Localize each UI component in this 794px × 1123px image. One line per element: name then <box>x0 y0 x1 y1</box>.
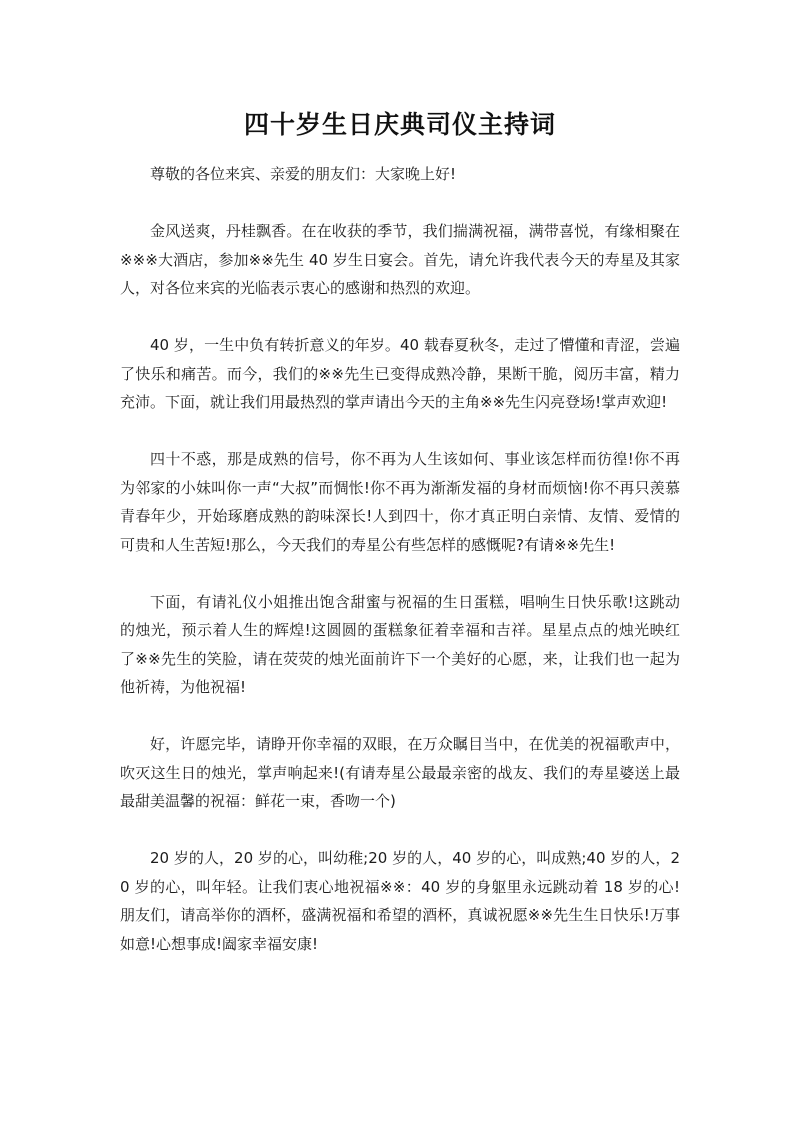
paragraph-greeting: 尊敬的各位来宾、亲爱的朋友们：大家晚上好! <box>150 165 457 183</box>
paragraph-make-wish: 好，许愿完毕，请睁开你幸福的双眼，在万众瞩目当中，在优美的祝福歌声中，吹灭这生日的烛光，掌声响起来!(有请寿星公最最亲密的战友、我们的寿星婆送上最最甜美温馨的祝福：鲜花一束，香吻一个) <box>120 735 680 810</box>
paragraph-toast: 20 岁的人，20 岁的心，叫幼稚;20 岁的人，40 岁的心，叫成熟;40 岁的人，20 岁的心，叫年轻。让我们衷心地祝福※※：40 岁的身躯里永远跳动着 18 岁的心!朋友们，请高举你的酒杯，盛满祝福和希望的酒杯，真诚祝愿※※先生生日快乐!万事如意!心想事成!阖家幸福安康! <box>120 849 680 953</box>
paragraph-no-doubts: 四十不惑，那是成熟的信号，你不再为人生该如何、事业该怎样而彷徨!你不再为邻家的小妹叫你一声“大叔”而惆怅!你不再为渐渐发福的身材而烦恼!你不再只羡慕青春年少，开始琢磨成熟的韵味深长!人到四十，你才真正明白亲情、友情、爱情的可贵和人生苦短!那么，今天我们的寿星公有些怎样的感慨呢?有请※※先生! <box>120 450 680 554</box>
document-title: 四十岁生日庆典司仪主持词 <box>243 110 556 139</box>
paragraph-opening: 金风送爽，丹桂飘香。在在收获的季节，我们揣满祝福，满带喜悦，有缘相聚在※※※大酒店，参加※※先生 40 岁生日宴会。首先，请允许我代表今天的寿星及其家人，对各位来宾的光临表示衷心的感谢和热烈的欢迎。 <box>120 222 680 297</box>
paragraph-birthday-cake: 下面，有请礼仪小姐推出饱含甜蜜与祝福的生日蛋糕，唱响生日快乐歌!这跳动的烛光，预示着人生的辉煌!这圆圆的蛋糕象征着幸福和吉祥。星星点点的烛光映红了※※先生的笑脸，请在荧荧的烛光面前许下一个美好的心愿，来，让我们也一起为他祈祷，为他祝福! <box>120 592 680 696</box>
paragraph-forty-years: 40 岁，一生中负有转折意义的年岁。40 载春夏秋冬，走过了懵懂和青涩，尝遍了快乐和痛苦。而今，我们的※※先生已变得成熟冷静，果断干脆，阅历丰富，精力充沛。下面，就让我们用最热烈的掌声请出今天的主角※※先生闪亮登场!掌声欢迎! <box>120 336 680 411</box>
